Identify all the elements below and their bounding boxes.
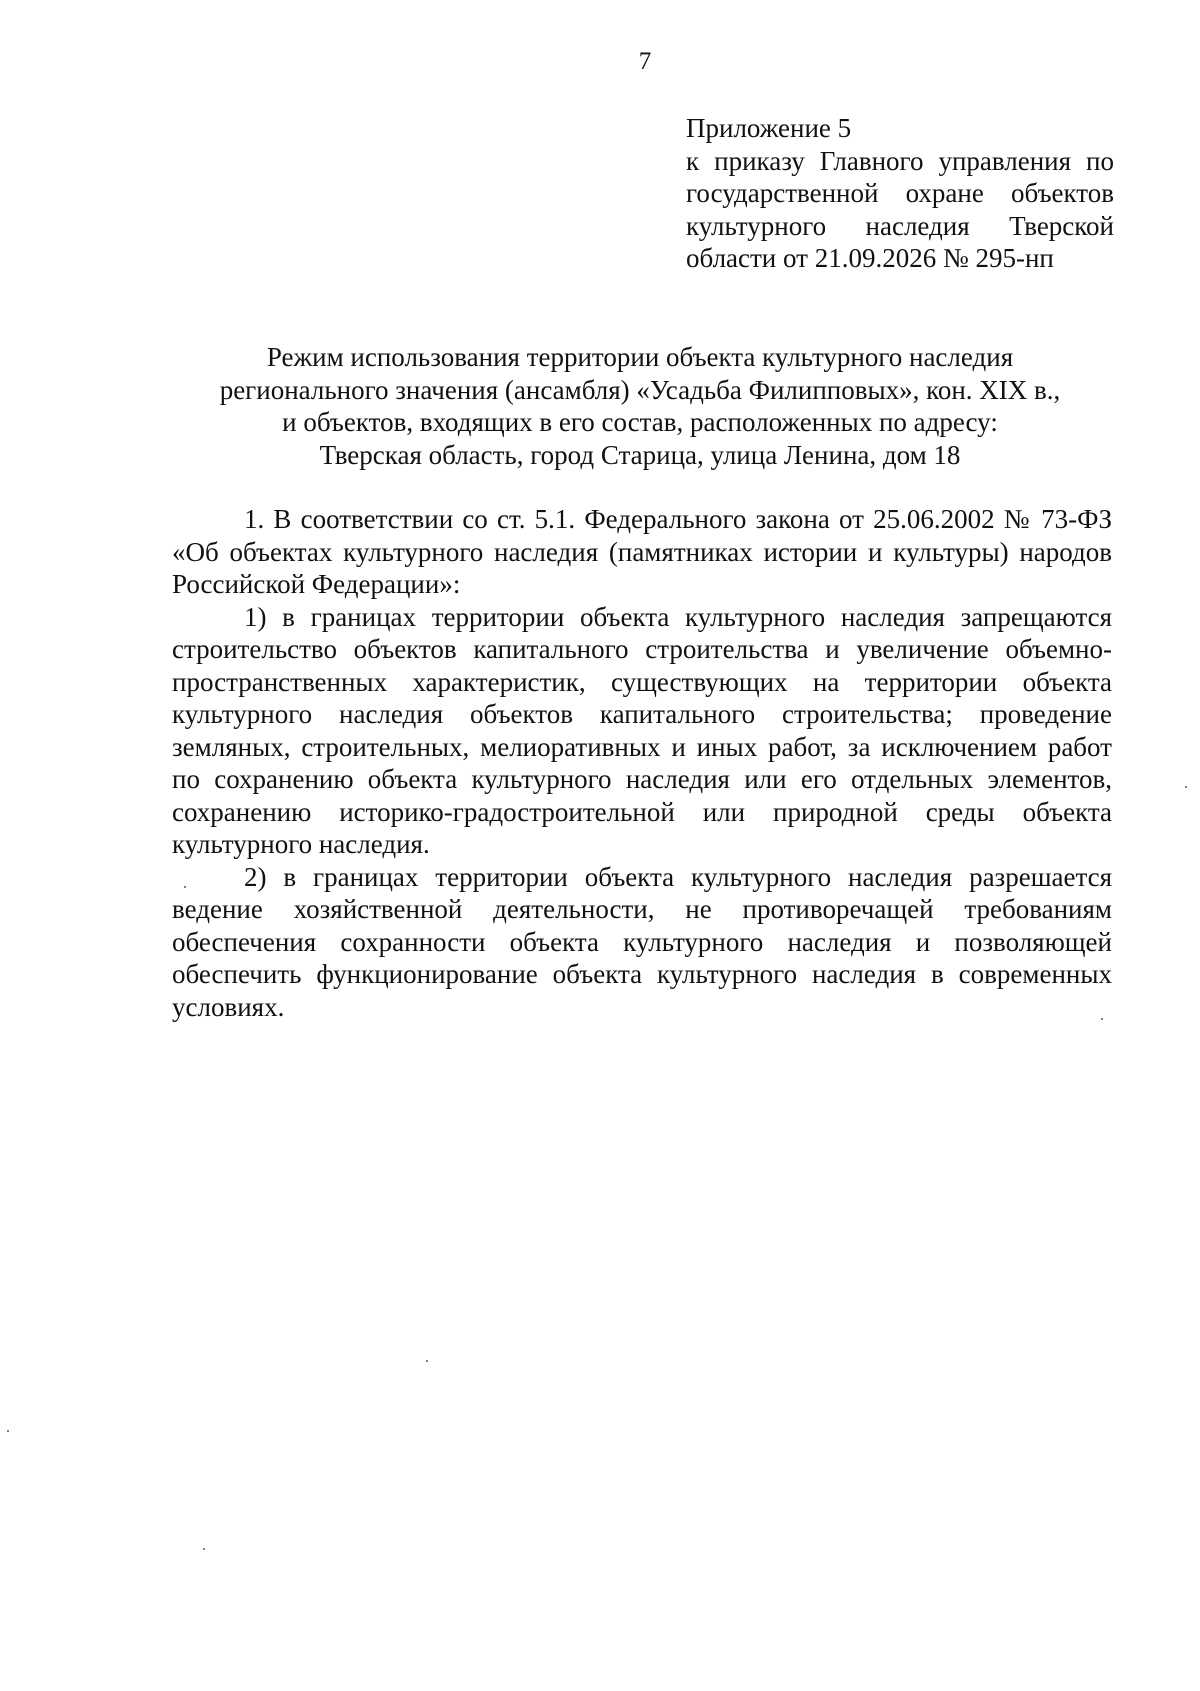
document-title-line: регионального значения (ансамбля) «Усадьба Филипповых», кон. XIX в., [219,374,1061,405]
annex-title: Приложение 5 [686,113,852,143]
scan-speck [184,886,186,888]
paragraph-prohibitions: 1) в границах территории объекта культурного наследия запрещаются строительство объектов капитального строительства и увеличение объемно-пространственных характеристик, существующих на территории объекта культурного наследия объектов капитального строительства; проведение земляных, строительных, мелиоративных и иных работ, за исключением работ по сохранению объекта культурного наследия или его отдельных элементов, сохранению историко-градостроительной или природной среды объекта культурного наследия. [172,601,1112,859]
scan-speck [203,1548,205,1550]
document-title-line: Режим использования территории объекта культурного наследия [266,342,1014,372]
scan-speck [1185,786,1187,788]
document-title [170,341,1110,471]
scan-speck [1101,1018,1103,1020]
document-title-line: Тверская область, город Старица, улица Ленина, дом 18 [319,439,961,470]
document-title-line: и объектов, входящих в его состав, расположенных по адресу: [282,407,998,437]
annex-order-reference: к приказу Главного управления по государственной охране объектов культурного наследия Тверской области от 21.09.2026 № 295-нп [686,145,1114,273]
paragraph-permissions: 2) в границах территории объекта культурного наследия разрешается ведение хозяйственной деятельности, не противоречащей требованиям обеспечения сохранности объекта культурного наследия и позволяющей обеспечить функционирование объекта культурного наследия в современных условиях. [172,861,1112,1022]
document-body [172,503,1112,1023]
annex-header [686,112,1114,275]
scan-speck [7,1430,9,1432]
page-number: 7 [638,48,652,75]
paragraph-law-reference: 1. В соответствии со ст. 5.1. Федерального закона от 25.06.2002 № 73-ФЗ «Об объектах культурного наследия (памятниках истории и культуры) народов Российской Федерации»: [172,504,1112,599]
scan-speck [426,1360,428,1362]
